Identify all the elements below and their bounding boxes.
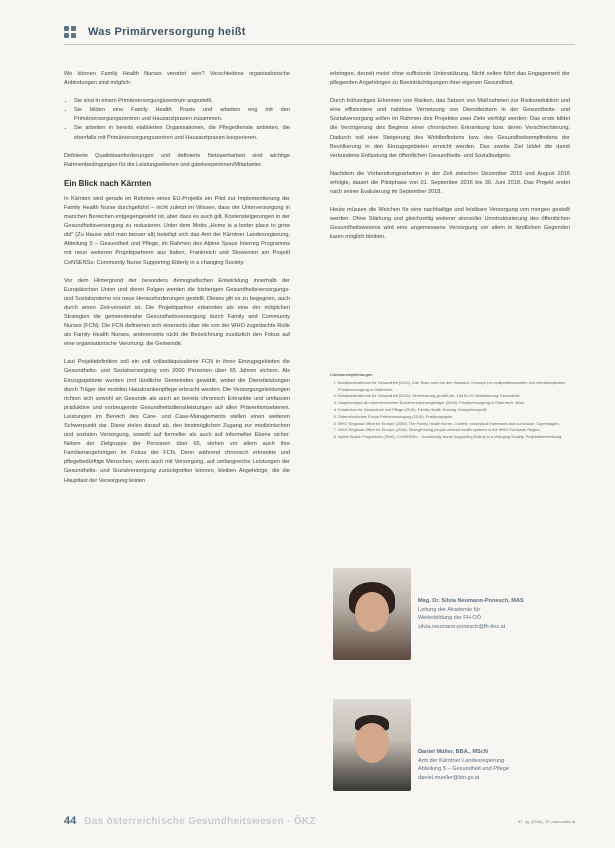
footnote-item: 2. Bundesministerium für Gesundheit (2016): Vereinbarung gemäß Art. 15a B-VG Zielsteuerung-Gesundheit. bbox=[338, 393, 568, 400]
footnote-item: 7. WHO Regional Office for Europe (2016): Strengthening people-centred health systems in the WHO European Region. bbox=[338, 427, 568, 434]
publication-title: Das österreichische Gesundheitswesen · ÖKZ bbox=[84, 815, 316, 827]
author-email: silvia.neumann-ponesch@fh-linz.at bbox=[418, 623, 506, 630]
footnote-item: 1. Bundesministerium für Gesundheit (2014): Das Team rund um den Hausarzt. Konzept zur multiprofessionellen und interdisziplinären Primärversorgung in Österreich. bbox=[338, 380, 568, 394]
author-name: Mag. Dr. Silvia Neumann-Ponesch, MAS bbox=[418, 598, 524, 604]
author-photo bbox=[333, 699, 411, 791]
footnote-item: 4. Kuratorium für Gesundheit und Pflege (2015): Family Health Nursing. Kompetenzprofil. bbox=[338, 407, 568, 414]
author-bio bbox=[418, 748, 568, 782]
page-number: 44 bbox=[64, 815, 77, 827]
footnote-item: 8. Alpine Space Programme (2016): CoNSENSo – Community Nurse Supporting Elderly in a changing Society. Projektbeschreibung. bbox=[338, 434, 568, 441]
subheading: Ein Blick nach Kärnten bbox=[64, 178, 152, 188]
section-header bbox=[64, 26, 246, 38]
left-column bbox=[64, 70, 290, 495]
list-item: • Sie bilden eine Family Health Praxis und arbeiten eng mit den Primärversorgungszentren und Hausarztpraxen zusammen. bbox=[74, 106, 290, 124]
paragraph: In Kärnten wird gerade im Rahmen eines EU-Projekts ein Pilot zur Implementierung der Family Health Nurse durchgeführt – nicht zuletzt im Wissen, dass der Unterversorgung in manchen Bereichen entgegengewirkt ist, aber dass es auch gilt, Kostensteigerungen in der Gesundheitsversorgung zu reduzieren. Unter dem Motto „Home is a better place to grow old“ (Zu Hause wird man besser alt) beteiligt sich das Amt der Kärntner Landesregierung, Abteilung 5 – Gesundheit und Pflege, im Rahmen des Alpine Space Interreg Programms mit neun weiteren Projektpartnern aus Italien, Frankreich und Slowenien am Projekt CoNSENSo: Community Nurse Supporting Elderly in a changing Society. bbox=[64, 195, 290, 266]
right-column bbox=[330, 70, 570, 252]
author-email: daniel.mueller@ktn.gv.at bbox=[418, 774, 480, 781]
author-bio bbox=[418, 597, 568, 631]
paragraph: Vor dem Hintergrund der besonders demografischen Entwicklung innerhalb der Europäischen Union und deren Folgen werden die bisherigen Gesundheitsversorgungs- und Sozialsysteme vor neue Herausforderungen gestellt. Dieses gilt es zu begegnen, auch durch einen Zeit-versetzt ist. Die Projektpartner erkannten als eine der möglichen Strategien die gemeindenahe Gesundheitsversorgung durch Family and Community Nurses (FCN). Die FCN definieren sich einerseits über die von der WHO zugedachte Rolle als Family Health Nurses, andererseits rückt die Bezeichnung zusätzlich den Fokus auf eine organisatorische Verortung: die Gemeinde. bbox=[64, 277, 290, 348]
author-line: Amt der Kärntner Landesregierung bbox=[418, 757, 505, 764]
header-divider bbox=[64, 44, 575, 45]
paragraph: Durch frühzeitiges Erkennen von Risiken, das Setzen von Maßnahmen zur Risikoreduktion und eine effizientere und nahtlose Vernetzung von Dienstleistern in der Gesundheits- und Sozialversorgung sollen im Rahmen des Projektes zwei Ziele verfolgt werden: Das erste bildet die Verzögerung des Beginns einer chronischen Erkrankung bzw. deren Verschlechterung. Dadurch soll eine Steigerung des Wohlbefindens bzw. des Gesundheitsempfindens der Bevölkerung in den Einzugsgebieten erreicht werden. Das zweite Ziel bildet die damit verbundene Entlastung der öffentlichen Gesundheits- und Sozialbudgets. bbox=[330, 98, 570, 159]
author-line: Weiterbildung der FH OÖ bbox=[418, 615, 482, 622]
paragraph: Nachdem die Vorbereitungsarbeiten in der Zeit zwischen Dezember 2015 und August 2016 erfolgte, dauert die Pilotphase von 01. September 2016 bis 30. Juni 2018. Das Projekt endet nach seiner Evaluierung im September 2018. bbox=[330, 170, 570, 196]
author-line: Abteilung 5 – Gesundheit und Pflege bbox=[418, 766, 510, 773]
section-title: Was Primärversorgung heißt bbox=[88, 26, 246, 38]
list-item: • Sie sind in einem Primärversorgungszentrum angestellt. bbox=[74, 97, 290, 106]
grid-dots-icon bbox=[64, 26, 76, 38]
author-line: Leitung der Akademie für bbox=[418, 606, 481, 613]
footnotes-title: Literaturempfehlungen bbox=[330, 372, 373, 377]
author-name: Daniel Müller, BBA., MScN bbox=[418, 749, 488, 755]
bullet-list bbox=[64, 97, 290, 142]
footnote-item: 3. Hauptverband der österreichischen Sozialversicherungsträger (2016): Primärversorgung in Österreich. Wien. bbox=[338, 400, 568, 407]
paragraph: Definierte Qualitätsanforderungen und definierte Netzwerkarbeit sind wichtige Rahmenbedingungen für die Leistungsebenen und gatekeeperinnen/Mitarbeiter. bbox=[64, 152, 290, 168]
footnotes bbox=[330, 372, 568, 441]
paragraph: Wo können Family Health Nurses verortet sein? Verschiedene organisatorische Anbindungen sind möglich: bbox=[64, 71, 290, 87]
footnote-list bbox=[330, 380, 568, 441]
author-photo bbox=[333, 568, 411, 660]
paragraph: erbringen, derzeit meist ohne sufficiente Unterstützung. Nicht selten führt das Engagement der pflegenden Angehörigen zu Beeinträchtigungen ihrer eigenen Gesundheit. bbox=[330, 71, 570, 87]
page-footer bbox=[64, 815, 316, 827]
paragraph: Heute müssen die Weichen für eine nachhaltige und leistbare Versorgung von morgen gestellt werden. Ohne Stärkung und gleichzeitig weiterer sinnvoller Umstrukturierung des öffentlichen Gesundheitswesens wird eine angemessene Versorgung vor allem in ländlichen Gegenden kaum möglich bleiben. bbox=[330, 207, 570, 241]
list-item: • Sie arbeiten in bereits etablierten Organisationen, die Pflegedienste anbieten, die ebenfalls mit Primärversorgungszentren und Hausarztpraxen kooperieren. bbox=[74, 124, 290, 142]
footnote-item: 5. Österreichisches Forum Primärversorgung (2015): Positionspapier. bbox=[338, 414, 568, 421]
issue-info: 57. Jg. (2016), 10 | www.oekz.at bbox=[517, 819, 575, 824]
footnote-item: 6. WHO Regional Office for Europe (2000): The Family Health Nurse. Context, conceptual framework and curriculum. Copenhagen. bbox=[338, 421, 568, 428]
paragraph: Laut Projektdefinition soll ein voll vollzeitäquivalente FCN in ihren Einzugsgebieten die Gesundheits- und Sozialversorgung von 2000 Personen über 65 Jahren sichern. Als Einzugsgebiete wurden (mit ländliche Gemeinden gewählt, wobei die Dienstleistungen durch Träger der mobilen Hauskrankenpflege erbracht werden. Die Versorgungsleistungen richten sich sowohl an Gesunde als auch an bereits chronisch Erkrankte und umfassen präduktive und vorbeugende Gesundheitsdienstleistungen auf allen Präventionsebenen. Leistungen im Bereich des Care- und Case-Managements stellen einen weiteren Schwerpunkt dar. Diese zielen darauf ab, den bestmöglichen Zugang zur medizinischen und sozialen Versorgung, sowohl auf formeller als auch auf informeller Ebene sicher. Neben der Zielgruppe der Personen über 65, stehen vor allem auch ihre Familienangehörigen im Fokus der FCN. Denn während chronisch erkrankte und pflegebedürftige Menschen, wenn auch mit Versorgung, auf umfangreiche Leistungen der Gesundheits- und Sozialversorgung zurückgreifen können, bleiben Angehörige, die die Hauptlast der Versorgung leisten bbox=[64, 359, 290, 484]
